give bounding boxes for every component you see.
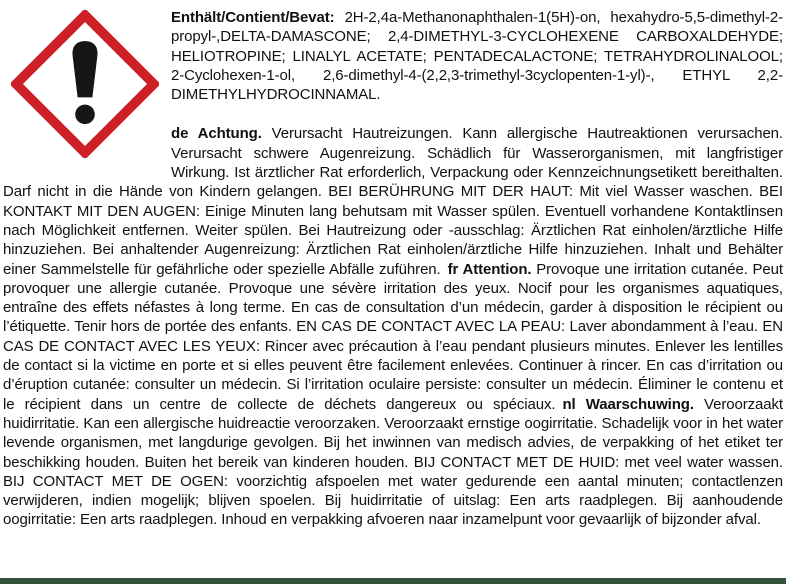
warning-lang-label-nl: nl Waarschuwing.: [562, 395, 694, 413]
ingredients-label: Enthält/Contient/Bevat:: [171, 9, 335, 26]
exclamation-dot: [75, 105, 95, 125]
warning-text-de: Verursacht Hautreizungen. Kann allergische Hautreaktionen verursachen. Verursacht schwere Augenreizung. Schädlich für Wasserorganismen, mit langfristiger Wirkung. Ist ärztlicher Rat erforderlich, Verpackung oder Kennzeichnungsetikett bereithalten. Darf nicht in die Hände von Kindern gelangen. BEI BERÜHRUNG MIT DER HAUT: Mit viel Wasser waschen. BEI KONTAKT MIT DEN AUGEN: Einige Minuten lang behutsam mit Wasser spülen. Eventuell vorhandene Kontaktlinsen nach Möglichkeit entfernen. Weiter spülen. Bei Hautreizung oder -ausschlag: Ärztlichen Rat einholen/ärztliche Hilfe hinzuziehen. Bei anhaltender Augenreizung: Ärztlichen Rat einholen/ärztliche Hilfe hinzuziehen. Inhalt und Behälter einer Sammelstelle für gefährliche oder spezielle Abfälle zuführen.: [3, 125, 783, 278]
warnings-paragraph: [3, 124, 783, 529]
warning-lang-label-de: de Achtung.: [171, 125, 262, 143]
hazard-diamond-exclamation-icon: [11, 10, 159, 158]
warning-text-nl: Veroorzaakt huidirritatie. Kan een allergische huidreactie veroorzaken. Veroorzaakt ernstige oogirritatie. Schadelijk voor in het water levende organismen, met langdurige gevolgen. Bij het inwinnen van medisch advies, de verpakking of het etiket ter beschikking houden. Buiten het bereik van kinderen houden. BIJ CONTACT MET DE HUID: met veel water wassen. BIJ CONTACT MET DE OGEN: voorzichtig afspoelen met water gedurende een aantal minuten; contactlenzen verwijderen, indien mogelijk; blijven spoelen. Bij huidirritatie of uitslag: Een arts raadplegen. Bij aanhoudende oogirritatie: Een arts raadplegen. Inhoud en verpakking afvoeren naar inzamelpunt voor gevaarlijk of bijzonder afval.: [3, 395, 784, 529]
warning-lang-label-fr: fr Attention.: [447, 260, 532, 278]
warning-text-fr: Provoque une irritation cutanée. Peut provoquer une allergie cutanée. Provoque une sévère irritation des yeux. Nocif pour les organismes aquatiques, entraîne des effets néfastes à long terme. En cas de consultation d’un médecin, garder à disposition le récipient ou l’étiquette. Tenir hors de portée des enfants. EN CAS DE CONTACT AVEC LA PEAU: Laver abondamment à l’eau. EN CAS DE CONTACT AVEC LES YEUX: Rincer avec précaution à l’eau pendant plusieurs minutes. Enlever les lentilles de contact si la victime en porte et si elles peuvent être facilement enlevées. Continuer à rincer. En cas d’irritation ou d’éruption cutanée: consulter un médecin. Si l’irritation oculaire persiste: consulter un médecin. Éliminer le contenu et le récipient dans un centre de collecte de déchets dangereux ou spéciaux.: [3, 260, 783, 413]
ingredients-text: 2H-2,4a-Methanonaphthalen-1(5H)-on, hexahydro-5,5-dimethyl-2-propyl-,DELTA-DAMASCONE; 2,4-DIMETHYL-3-CYCLOHEXENE CARBOXALDEHYDE; HELIOTROPINE; LINALYL ACETATE; PENTADECALACTONE; TETRAHYDROLINALOOL; 2-Cyclohexen-1-ol, 2,6-dimethyl-4-(2,2,3-trimethyl-3cyclopenten-1-yl)-, ETHYL 2,2-DIMETHYLHYDROCINNAMAL.: [171, 9, 783, 104]
ghs07-pictogram: [3, 8, 171, 170]
footer-accent-bar: [0, 578, 786, 584]
